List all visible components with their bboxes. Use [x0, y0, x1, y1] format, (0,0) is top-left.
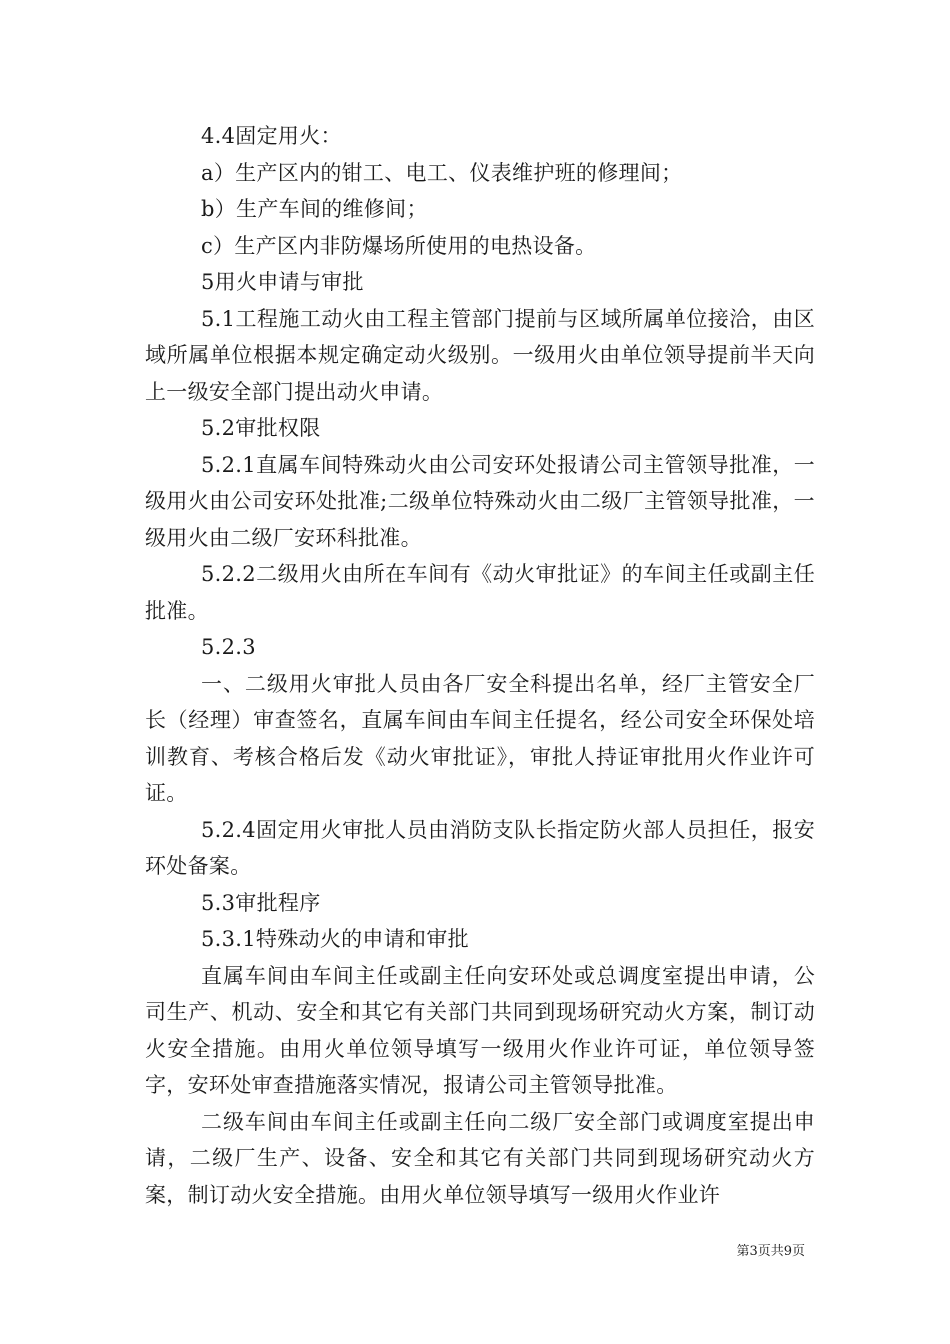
section-heading: 5.3审批程序	[201, 890, 321, 915]
section-heading: 5.3.1特殊动火的申请和审批	[201, 927, 469, 951]
paragraph: 5.2.2二级用火由所在车间有《动火审批证》的车间主任或副主任批准。	[145, 562, 815, 623]
paragraph: 5.2.1直属车间特殊动火由公司安环处报请公司主管领导批准，一级用火由公司安环处批准;二级单位特殊动火由二级厂主管领导批准，一级用火由二级厂安环科批准。	[145, 452, 815, 550]
paragraph: 一、二级用火审批人员由各厂安全科提出名单，经厂主管安全厂长（经理）审查签名，直属车间由车间主任提名，经公司安全环保处培训教育、考核合格后发《动火审批证》，审批人持证审批用火作业许可证。	[145, 671, 815, 805]
paragraph: b）生产车间的维修间；	[201, 197, 428, 221]
section-heading: 5.2.3	[201, 635, 256, 659]
paragraph: 5.2.4固定用火审批人员由消防支队长指定防火部人员担任，报安环处备案。	[145, 817, 815, 878]
paragraph: a）生产区内的钳工、电工、仪表维护班的修理间；	[201, 160, 683, 185]
page-number: 第3页共9页	[736, 1244, 805, 1259]
paragraph: c）生产区内非防爆场所使用的电热设备。	[201, 233, 597, 258]
paragraph: 直属车间由车间主任或副主任向安环处或总调度室提出申请，公司生产、机动、安全和其它有关部门共同到现场研究动火方案，制订动火安全措施。由用火单位领导填写一级用火作业许可证，单位领导签字，安环处审查措施落实情况，报请公司主管领导批准。	[145, 963, 815, 1097]
section-heading: 5用火申请与审批	[201, 270, 364, 294]
document-body	[145, 118, 815, 1213]
section-heading: 5.2审批权限	[201, 416, 321, 440]
paragraph: 5.1工程施工动火由工程主管部门提前与区域所属单位接洽，由区域所属单位根据本规定确定动火级别。一级用火由单位领导提前半天向上一级安全部门提出动火申请。	[145, 306, 815, 404]
paragraph: 二级车间由车间主任或副主任向二级厂安全部门或调度室提出申请，二级厂生产、设备、安全和其它有关部门共同到现场研究动火方案，制订动火安全措施。由用火单位领导填写一级用火作业许	[145, 1109, 815, 1207]
paragraph: 4.4固定用火：	[201, 124, 342, 148]
